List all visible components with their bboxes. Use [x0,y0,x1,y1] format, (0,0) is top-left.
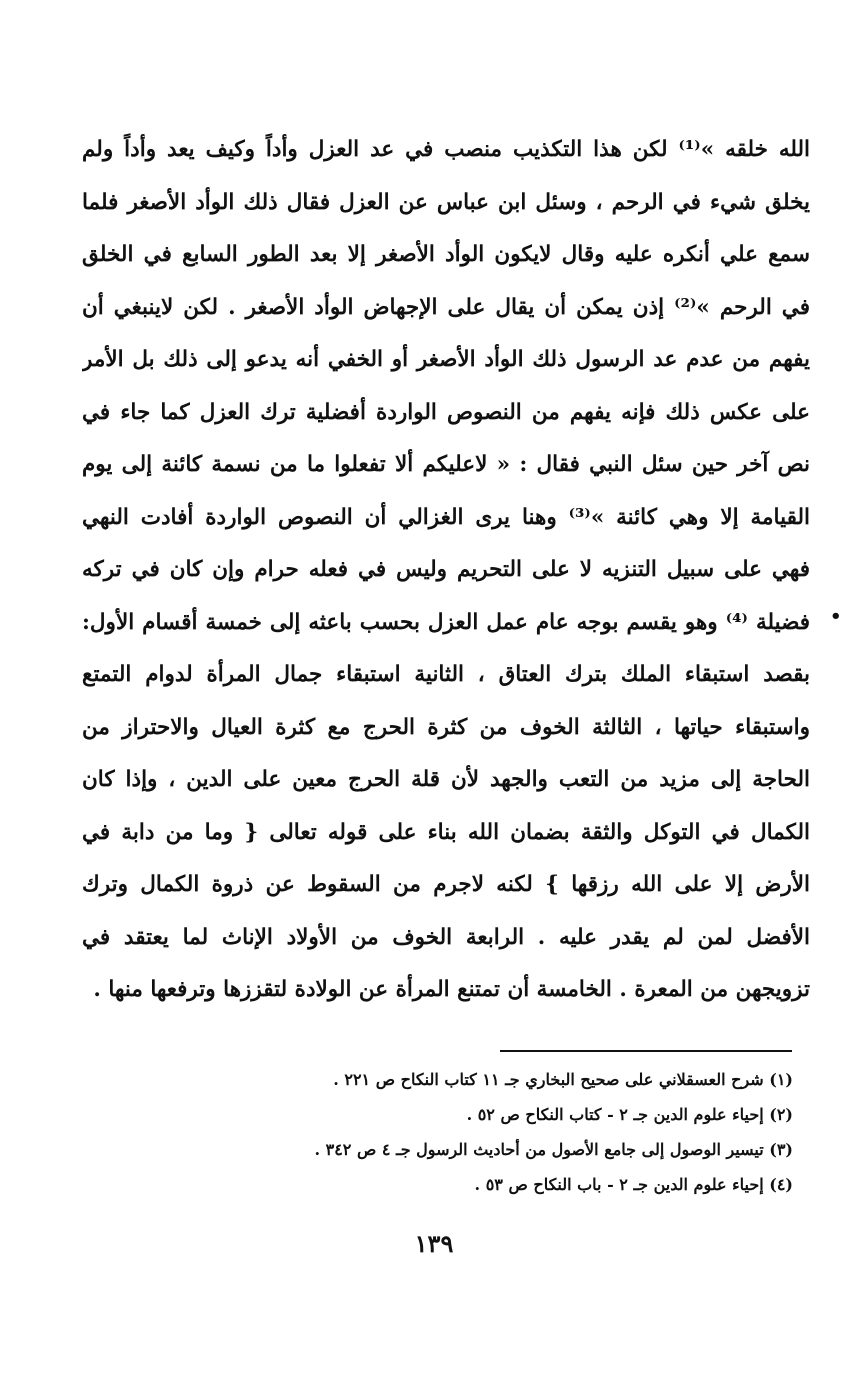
text-line: الأرض إلا على الله رزقها } لكنه لاجرم من السقوط عن ذروة الكمال وترك [82,872,810,897]
main-text-block [82,124,810,1017]
text-line: الأفضل لمن لم يقدر عليه . الرابعة الخوف من الأولاد الإناث لما يعتقد في [82,924,810,950]
footnote-2: (٢) إحياء علوم الدين جـ ٢ - كتاب النكاح ص ٥٢ . [466,1105,793,1124]
footnote-1: (١) شرح العسقلاني على صحيح البخاري جـ ١١ كتاب النكاح ص ٢٢١ . [333,1070,793,1089]
text-line: على عكس ذلك فإنه يفهم من النصوص الواردة أفضلية ترك العزل كما جاء في [82,399,810,425]
text-line: الكمال في التوكل والثقة بضمان الله بناء على قوله تعالى { وما من دابة في [82,819,810,845]
text-line: يفهم من عدم عد الرسول ذلك الوأد الأصغر أو الخفي أنه يدعو إلى ذلك بل الأمر [82,347,810,372]
text-line: تزويجهن من المعرة . الخامسة أن تمتنع المرأة عن الولادة لتقززها وترفعها منها . [93,977,810,1002]
text-line: الله خلقه »⁽¹⁾ لكن هذا التكذيب منصب في عد العزل وأداً وكيف يعد وأداً ولم [82,137,810,162]
text-line: سمع علي أنكره عليه وقال لايكون الوأد الأصغر إلا بعد الطور السابع في الخلق [82,242,810,267]
footnotes [260,1062,793,1202]
text-line: بقصد استبقاء الملك بترك العتاق ، الثانية استبقاء جمال المرأة لدوام التمتع [82,662,810,687]
text-line: الحاجة إلى مزيد من التعب والجهد لأن قلة الحرج معين على الدين ، وإذا كان [82,767,810,792]
text-line: يخلق شيء في الرحم ، وسئل ابن عباس عن العزل فقال ذلك الوأد الأصغر فلما [82,189,810,215]
text-line: القيامة إلا وهي كائنة »⁽³⁾ وهنا يرى الغزالي أن النصوص الواردة أفادت النهي [82,504,810,530]
text-line: نص آخر حين سئل النبي فقال : « لاعليكم ألا تفعلوا ما من نسمة كائنة إلى يوم [82,452,810,477]
margin-mark: • [830,606,842,627]
text-line: فهي على سبيل التنزيه لا على التحريم وليس في فعله حرام وإن كان في تركه [82,557,810,582]
text-line: فضيلة ⁽⁴⁾ وهو يقسم بوجه عام عمل العزل بحسب باعثه إلى خمسة أقسام الأول: [82,609,810,635]
footnote-3: (٣) تيسير الوصول إلى جامع الأصول من أحاديث الرسول جـ ٤ ص ٣٤٢ . [314,1140,793,1159]
footnote-divider [500,1050,792,1052]
page-number: ١٣٩ [414,1229,454,1258]
footnote-4: (٤) إحياء علوم الدين جـ ٢ - باب النكاح ص ٥٣ . [474,1175,793,1194]
text-line: واستبقاء حياتها ، الثالثة الخوف من كثرة الحرج مع كثرة العيال والاحتراز من [82,714,810,740]
text-line: في الرحم »⁽²⁾ إذن يمكن أن يقال على الإجهاض الوأد الأصغر . لكن لاينبغي أن [82,294,810,320]
